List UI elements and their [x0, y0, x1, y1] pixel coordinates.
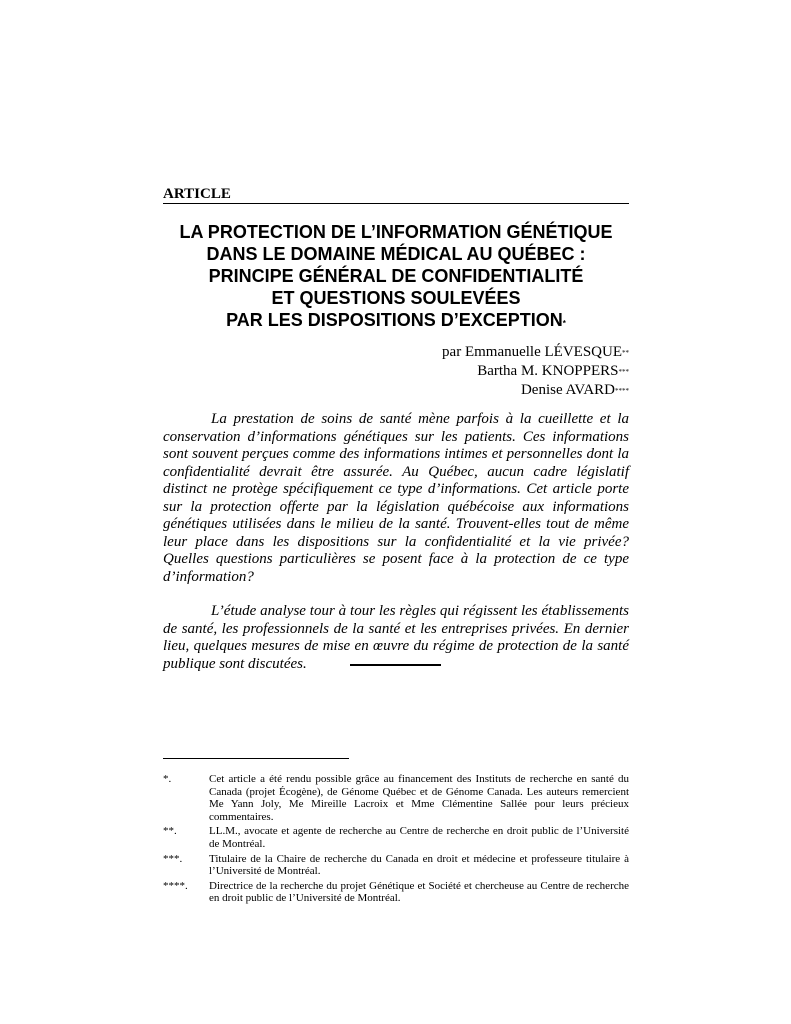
title-line: LA PROTECTION DE L’INFORMATION GÉNÉTIQUE — [179, 222, 613, 242]
author-list — [163, 343, 629, 400]
title-line-last — [163, 309, 629, 331]
footnote — [163, 880, 629, 905]
abstract-paragraph: L’étude analyse tour à tour les règles qui régissent les établissements de santé, les professionnels de la santé et les entreprises privées. En dernier lieu, quelques mesures de mise en œuvre du régime de protection de la santé publique sont discutées. — [163, 603, 629, 672]
author — [163, 343, 629, 362]
abstract-paragraph: La prestation de soins de santé mène parfois à la cueillette et la conservation d’informations génétiques sur les patients. Ces informations sont souvent perçues comme des informations intimes et personnelles dont la confidentialité devrait être assurée. Au Québec, aucun cadre législatif distinct ne protège spécifiquement ce type d’informations. Cet article porte sur la protection offerte par la législation québécoise aux informations génétiques utilisées dans le milieu de la santé. Trouvent-elles tout de même leur place dans les dispositions sur la confidentialité et la vie privée? Quelles questions particulières se posent face à la protection de ce type d’information? — [163, 411, 629, 585]
title-footnote-marker[interactable]: * — [562, 319, 566, 328]
section-label: ARTICLE — [163, 186, 231, 202]
footnotes — [163, 773, 629, 905]
author-name: Bartha M. KNOPPERS — [477, 363, 619, 379]
author-footnote-marker[interactable]: **** — [615, 387, 629, 395]
author-name: par Emmanuelle LÉVESQUE — [442, 344, 622, 360]
title-line: DANS LE DOMAINE MÉDICAL AU QUÉBEC : — [206, 244, 586, 264]
footnote-mark: ***. — [163, 852, 183, 865]
author-footnote-marker[interactable]: *** — [618, 368, 629, 376]
title-line-text: PAR LES DISPOSITIONS D’EXCEPTION — [226, 310, 563, 330]
article-title — [163, 221, 629, 331]
section-rule — [163, 203, 629, 204]
footnote-text: Directrice de la recherche du projet Génétique et Société et chercheuse au Centre de recherche en droit public de l’Université de Montréal. — [209, 879, 629, 905]
footnote-text: Titulaire de la Chaire de recherche du Canada en droit et médecine et professeure titulaire à l’Université de Montréal. — [209, 852, 629, 878]
author-name: Denise AVARD — [520, 382, 615, 398]
footnote-mark: ****. — [163, 879, 188, 892]
footnote — [163, 853, 629, 878]
footnote-mark: *. — [163, 773, 172, 785]
abstract — [163, 411, 629, 673]
author-footnote-marker[interactable]: ** — [622, 349, 629, 357]
footnote — [163, 773, 629, 823]
footnote-text: Cet article a été rendu possible grâce au financement des Instituts de recherche en santé du Canada (projet Écogène), de Génome Québec et de Génome Canada. Les auteurs remercient Me Yann Joly, Me Mireille Lacroix et Mme Clémentine Sallée pour leurs précieux commentaires. — [209, 773, 629, 823]
footnote-text: LL.M., avocate et agente de recherche au Centre de recherche en droit public de l’Université de Montréal. — [209, 825, 629, 850]
footnote-rule — [163, 758, 349, 759]
author — [163, 362, 629, 381]
title-line: PRINCIPE GÉNÉRAL DE CONFIDENTIALITÉ — [208, 266, 584, 286]
title-line: ET QUESTIONS SOULEVÉES — [271, 288, 521, 308]
author — [163, 381, 629, 400]
separator-rule — [350, 664, 441, 666]
footnote-mark: **. — [163, 825, 177, 838]
footnote — [163, 825, 629, 850]
